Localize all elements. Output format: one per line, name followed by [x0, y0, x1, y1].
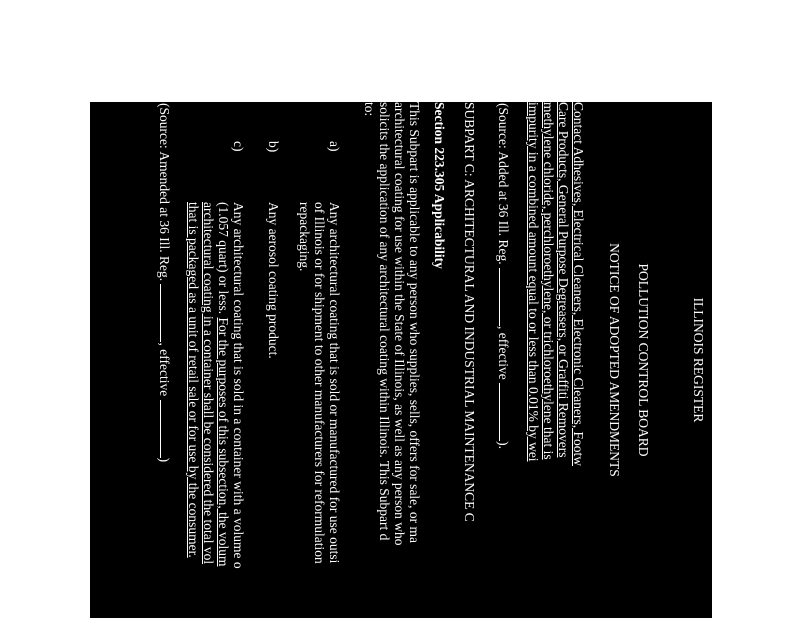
notice-title: NOTICE OF ADOPTED AMENDMENTS — [607, 243, 622, 477]
intro-line-2: Care Products, General Purpose Degreasers, or Graffiti Removers — [556, 102, 571, 458]
source-effective: , effective — [496, 325, 511, 380]
para-line-1: This Subpart is applicable to any person who supplies, sells, offers for sale, or ma — [407, 102, 422, 544]
para-line-2: architectural coating for use within the State of Illinois, as well as any person who — [392, 102, 407, 546]
blank-line — [160, 284, 172, 342]
source-note-2 — [157, 103, 173, 462]
rotated-page-content — [90, 102, 712, 618]
register-title: ILLINOIS REGISTER — [691, 297, 706, 423]
blank-line — [499, 268, 511, 326]
para-line-3: solicits the application of any architectural coating within Illinois. This Subpart d — [377, 102, 392, 541]
item-a-line-1: Any architectural coating that is sold or manufactured for use outsi — [327, 202, 342, 564]
item-a-line-3: repackaging. — [297, 202, 312, 272]
blank-line — [160, 400, 172, 458]
section-heading: Section 223.305 Applicability — [432, 102, 447, 269]
board-title: POLLUTION CONTROL BOARD — [636, 263, 651, 457]
item-c-line-2-underlined: For the purposes of this subsection, the volum — [216, 317, 231, 567]
item-b-line-1: Any aerosol coating product. — [266, 202, 281, 359]
intro-line-4: impurity in a combined amount equal to or less than 0.01% by wei — [526, 102, 541, 462]
para-line-4: to: — [362, 102, 377, 117]
item-a-label: a) — [327, 141, 342, 152]
source2-effective: , effective — [157, 342, 172, 397]
item-c-line-2 — [216, 202, 232, 566]
item-c-line-3: architectural coating in a container shall be considered the total vol — [201, 202, 216, 565]
scanned-page — [90, 102, 712, 618]
subpart-heading: SUBPART C: ARCHITECTURAL AND INDUSTRIAL MAINTENANCE C — [462, 102, 477, 522]
source-prefix: (Source: — [496, 103, 511, 149]
item-c-line-2-plain: (1.057 quart) or less. — [216, 202, 231, 315]
item-a-line-2: of Illinois or for shipment to other manufacturers for reformulation — [312, 202, 327, 564]
item-c-line-1: Any architectural coating that is sold in a container with a volume o — [231, 202, 246, 569]
blank-line — [499, 383, 511, 441]
source2-end: ) — [157, 457, 172, 463]
source-citation: Added at 36 Ill. Reg. — [496, 151, 511, 265]
item-c-label: c) — [231, 141, 246, 152]
source-note-1 — [496, 103, 512, 449]
item-c-line-4: that is packaged as a unit of retail sale or for use by the consumer. — [186, 202, 201, 558]
source-end: ). — [496, 441, 511, 449]
intro-line-1: Contact Adhesives, Electrical Cleaners, Electronic Cleaners, Footw — [571, 102, 586, 467]
item-b-label: b) — [266, 141, 281, 153]
intro-line-3: methylene chloride, perchloroethylene, or trichloroethylene that is — [541, 102, 556, 460]
source2-citation: (Source: Amended at 36 Ill. Reg. — [157, 103, 172, 282]
